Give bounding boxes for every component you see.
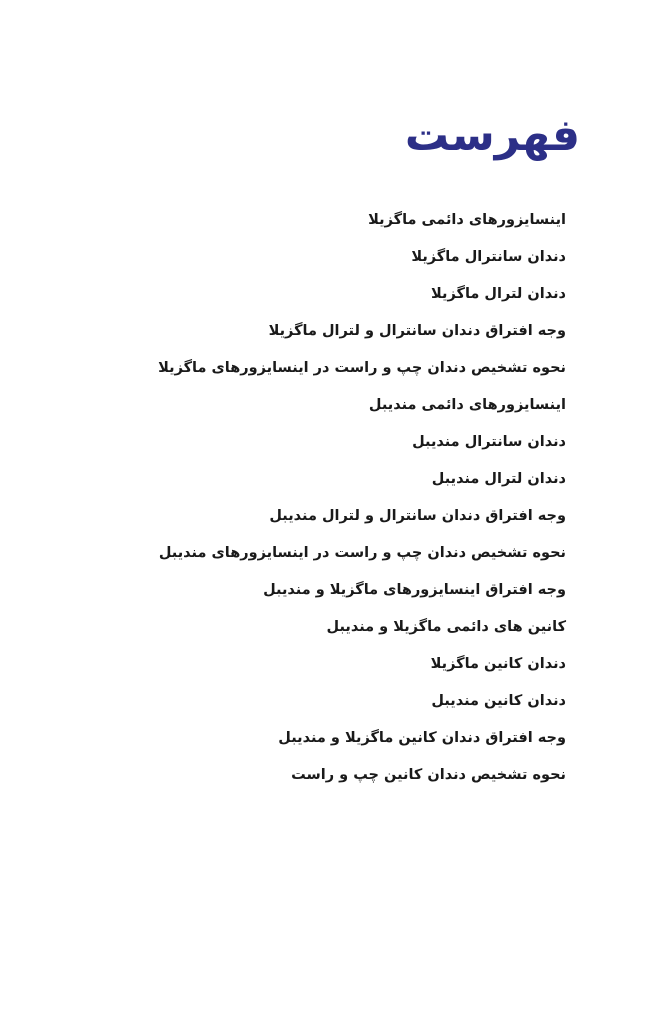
toc-item: دندان سانترال ماگزیلا — [411, 249, 566, 265]
toc-item: وجه افتراق دندان سانترال و لترال ماگزیلا — [268, 323, 566, 339]
toc-item: دندان لترال ماگزیلا — [431, 286, 566, 302]
toc-item: اینسایزورهای دائمی مندیبل — [368, 397, 566, 413]
toc-item: دندان سانترال مندیبل — [412, 434, 566, 450]
toc-item: دندان لترال مندیبل — [431, 471, 566, 487]
toc-item: دندان کانین مندیبل — [431, 693, 566, 709]
table-of-contents — [158, 202, 566, 794]
toc-item: وجه افتراق دندان کانین ماگزیلا و مندیبل — [278, 730, 566, 746]
page-title: فهرست — [404, 110, 580, 161]
toc-item: اینسایزورهای دائمی ماگزیلا — [368, 212, 566, 228]
toc-item: کانین های دائمی ماگزیلا و مندیبل — [326, 619, 566, 635]
toc-item: نحوه تشخیص دندان چپ و راست در اینسایزورهای ماگزیلا — [158, 360, 566, 376]
toc-item: نحوه تشخیص دندان کانین چپ و راست — [291, 767, 566, 783]
toc-item: وجه افتراق دندان سانترال و لترال مندیبل — [269, 508, 566, 524]
toc-item: وجه افتراق اینسایزورهای ماگزیلا و مندیبل — [263, 582, 566, 598]
toc-item: دندان کانین ماگزیلا — [430, 656, 566, 672]
toc-item: نحوه تشخیص دندان چپ و راست در اینسایزورهای مندیبل — [158, 545, 566, 561]
